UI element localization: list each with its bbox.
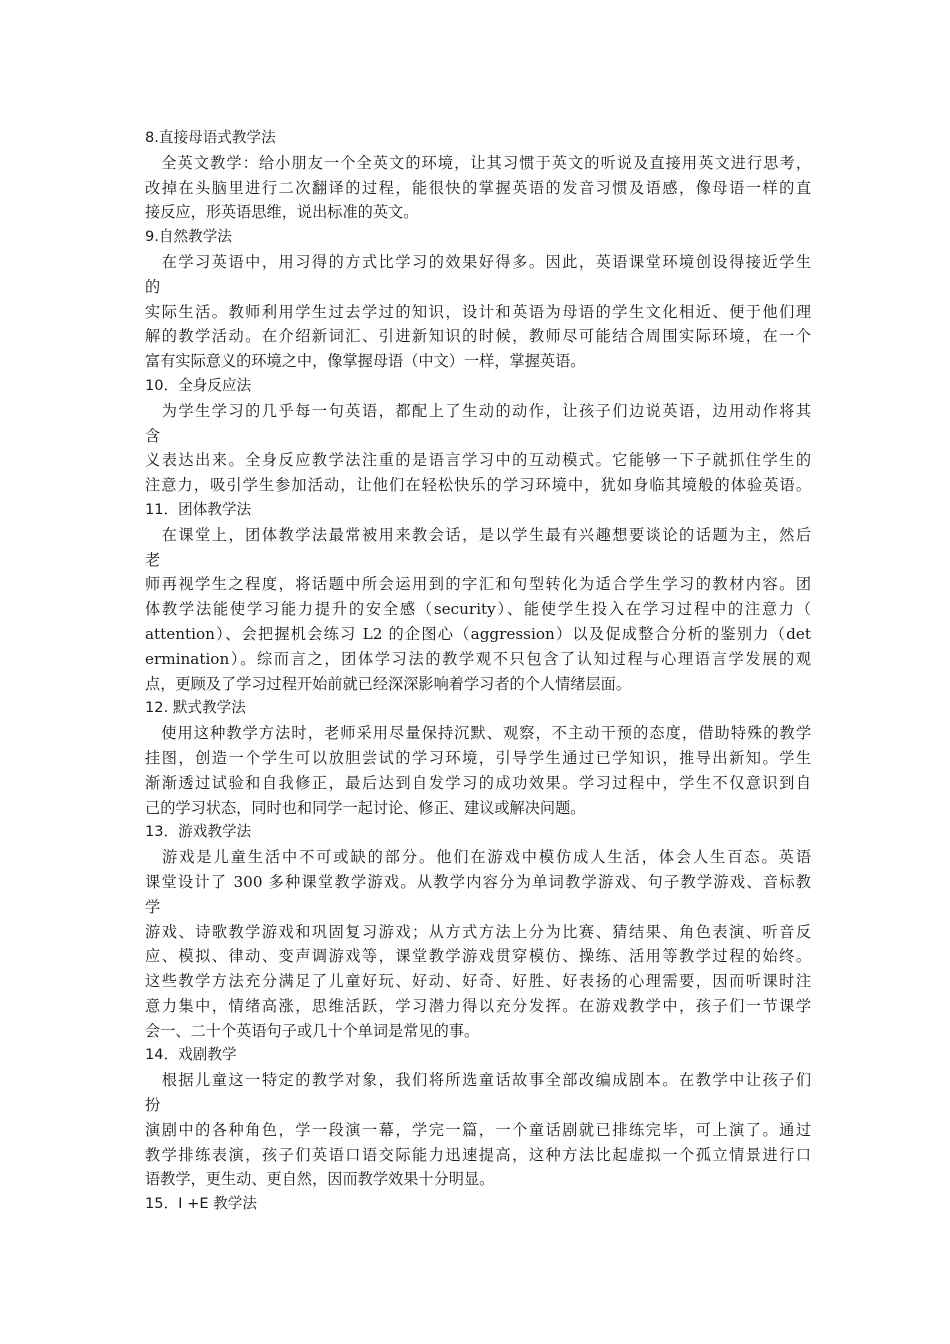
text-line: 使用这种教学方法时，老师采用尽量保持沉默、观察，不主动干预的态度，借助特殊的教学 [145,724,811,743]
section-heading: 11．团体教学法 [145,500,252,518]
text-line: 含 [145,426,161,445]
text-line: 为学生学习的几乎每一句英语，都配上了生动的动作，让孩子们边说英语，边用动作将其 [145,401,811,420]
text-line: 义表达出来。全身反应教学法注重的是语言学习中的互动模式。它能够一下子就抓住学生的 [145,451,811,470]
text-line: 改掉在头脑里进行二次翻译的过程，能很快的掌握英语的发音习惯及语感，像母语一样的直 [145,178,811,197]
text-line: 接反应，形英语思维，说出标准的英文。 [145,203,419,222]
section-heading: 13．游戏教学法 [145,823,252,841]
section-heading: 15．I +E 教学法 [145,1195,257,1213]
text-line: 点，更顾及了学习过程开始前就已经深深影响着学习者的个人情绪层面。 [145,674,631,693]
text-line: 课堂设计了 300 多种课堂教学游戏。从教学内容分为单词教学游戏、句子教学游戏、音标教 [145,872,811,891]
text-line: 会一、二十个英语句子或几十个单词是常见的事。 [145,1021,480,1040]
text-line: 的 [145,277,161,296]
text-line: 挂图，创造一个学生可以放胆尝试的学习环境，引导学生通过已学知识，推导出新知。学生 [145,748,811,767]
text-line: 师再视学生之程度，将话题中所会运用到的字汇和句型转化为适合学生学习的教材内容。团 [145,575,811,594]
section-heading: 14．戏剧教学 [145,1046,237,1064]
text-line: 全英文教学：给小朋友一个全英文的环境，让其习惯于英文的听说及直接用英文进行思考， [145,153,811,172]
text-line: 教学排练表演，孩子们英语口语交际能力迅速提高，这种方法比起虚拟一个孤立情景进行口 [145,1145,811,1164]
text-line: 注意力，吸引学生参加活动，让他们在轻松快乐的学习环境中，犹如身临其境般的体验英语。 [145,476,811,495]
text-line: 演剧中的各种角色，学一段演一幕，学完一篇，一个童话剧就已排练完毕，可上演了。通过 [145,1120,811,1139]
text-line: 在学习英语中，用习得的方式比学习的效果好得多。因此，英语课堂环境创设得接近学生 [145,252,811,271]
document-body [145,126,811,1217]
text-line: 学 [145,897,161,916]
text-line: 体教学法能使学习能力提升的安全感（security）、能使学生投入在学习过程中的注意力（ [145,600,811,619]
section-heading: 8.直接母语式教学法 [145,129,276,146]
text-line: 富有实际意义的环境之中，像掌握母语（中文）一样，掌握英语。 [145,352,586,371]
section-heading: 9.自然教学法 [145,228,232,246]
text-line: 扮 [145,1096,161,1115]
text-line: ermination）。综而言之，团体学习法的教学观不只包含了认知过程与心理语言学发展的观 [145,649,811,668]
text-line: 实际生活。教师利用学生过去学过的知识，设计和英语为母语的学生文化相近、便于他们理 [145,302,811,321]
text-line: 意力集中，情绪高涨，思维活跃，学习潜力得以充分发挥。在游戏教学中，孩子们一节课学 [145,996,811,1015]
text-line: 在课堂上，团体教学法最常被用来教会话，是以学生最有兴趣想要谈论的话题为主，然后 [145,525,811,544]
text-line: 游戏是儿童生活中不可或缺的部分。他们在游戏中模仿成人生活，体会人生百态。英语 [145,848,811,867]
text-line: 解的教学活动。在介绍新词汇、引进新知识的时候，教师尽可能结合周围实际环境，在一个 [145,327,811,346]
section-heading: 10．全身反应法 [145,376,252,394]
text-line: 应、模拟、律动、变声调游戏等，课堂教学游戏贯穿模仿、操练、活用等教学过程的始终。 [145,947,811,966]
text-line: 己的学习状态，同时也和同学一起讨论、修正、建议或解决问题。 [145,798,586,817]
text-line: 这些教学方法充分满足了儿童好玩、好动、好奇、好胜、好表扬的心理需要，因而听课时注 [145,972,811,991]
text-line: 语教学，更生动、更自然，因而教学效果十分明显。 [145,1170,495,1189]
section-heading: 12. 默式教学法 [145,699,246,717]
text-line: attention）、会把握机会练习 L2 的企图心（aggression）以及促成整合分析的鉴别力（det [145,624,811,643]
text-line: 渐渐透过试验和自我修正，最后达到自发学习的成功效果。学习过程中，学生不仅意识到自 [145,773,811,792]
text-line: 老 [145,550,161,569]
text-line: 游戏、诗歌教学游戏和巩固复习游戏；从方式方法上分为比赛、猜结果、角色表演、听音反 [145,922,811,941]
text-line: 根据儿童这一特定的教学对象，我们将所选童话故事全部改编成剧本。在教学中让孩子们 [145,1071,811,1090]
